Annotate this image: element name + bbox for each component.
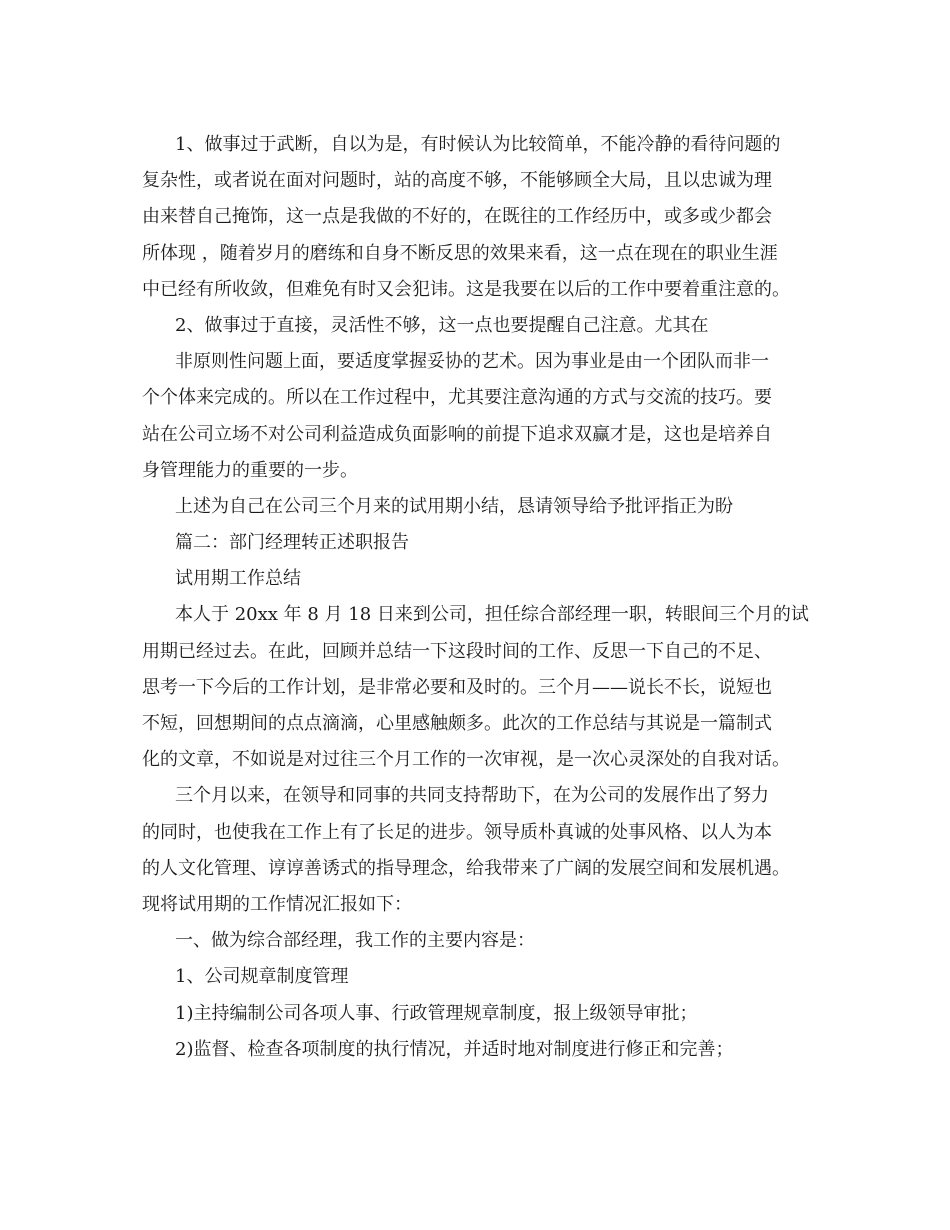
text-line: 本人于 20xx 年 8 月 18 日来到公司，担任综合部经理一职，转眼间三个月的试 bbox=[175, 604, 809, 626]
text-line: 复杂性，或者说在面对问题时，站的高度不够，不能够顾全大局，且以忠诚为理 bbox=[142, 170, 772, 192]
text-line: 个个体来完成的。所以在工作过程中，尤其要注意沟通的方式与交流的技巧。要 bbox=[142, 387, 772, 409]
text-line: 2、做事过于直接，灵活性不够，这一点也要提醒自己注意。尤其在 bbox=[175, 314, 709, 336]
text-line: 不短，回想期间的点点滴滴，心里感触颇多。此次的工作总结与其说是一篇制式 bbox=[142, 713, 772, 734]
text-line: 篇二：部门经理转正述职报告 bbox=[175, 532, 409, 554]
text-line: 身管理能力的重要的一步。 bbox=[142, 459, 358, 481]
text-line: 试用期工作总结 bbox=[175, 568, 301, 590]
text-line: 中已经有所收敛，但难免有时又会犯讳。这是我要在以后的工作中要着重注意的。 bbox=[142, 278, 790, 300]
text-line: 非原则性问题上面，要适度掌握妥协的艺术。因为事业是由一个团队而非一 bbox=[175, 351, 769, 373]
document-body bbox=[142, 127, 812, 1068]
text-line: 的人文化管理、谆谆善诱式的指导理念，给我带来了广阔的发展空间和发展机遇。 bbox=[142, 857, 790, 879]
text-line: 1、做事过于武断，自以为是，有时候认为比较简单，不能冷静的看待问题的 bbox=[175, 134, 781, 155]
text-line: 1、公司规章制度管理 bbox=[175, 966, 349, 988]
text-line: 化的文章，不如说是对过往三个月工作的一次审视，是一次心灵深处的自我对话。 bbox=[142, 749, 790, 771]
text-line: 思考一下今后的工作计划，是非常必要和及时的。三个月——说长不长，说短也 bbox=[142, 676, 772, 698]
text-line: 1)主持编制公司各项人事、行政管理规章制度，报上级领导审批； bbox=[175, 1002, 698, 1024]
text-line: 上述为自己在公司三个月来的试用期小结，恳请领导给予批评指正为盼 bbox=[175, 495, 733, 517]
text-line: 站在公司立场不对公司利益造成负面影响的前提下追求双赢才是，这也是培养自 bbox=[142, 423, 772, 445]
text-line: 所体现 ，随着岁月的磨练和自身不断反思的效果来看，这一点在现在的职业生涯 bbox=[142, 242, 778, 264]
text-line: 用期已经过去。在此，回顾并总结一下这段时间的工作、反思一下自己的不足、 bbox=[142, 640, 772, 662]
text-line: 三个月以来，在领导和同事的共同支持帮助下，在为公司的发展作出了努力 bbox=[175, 785, 769, 807]
text-line: 由来替自己掩饰，这一点是我做的不好的，在既往的工作经历中，或多或少都会 bbox=[142, 206, 772, 228]
text-line: 一、做为综合部经理，我工作的主要内容是： bbox=[175, 930, 535, 952]
text-line: 现将试用期的工作情况汇报如下： bbox=[142, 893, 412, 915]
text-line: 2)监督、检查各项制度的执行情况，并适时地对制度进行修正和完善； bbox=[175, 1038, 734, 1060]
text-line: 的同时，也使我在工作上有了长足的进步。领导质朴真诚的处事风格、以人为本 bbox=[142, 821, 772, 843]
